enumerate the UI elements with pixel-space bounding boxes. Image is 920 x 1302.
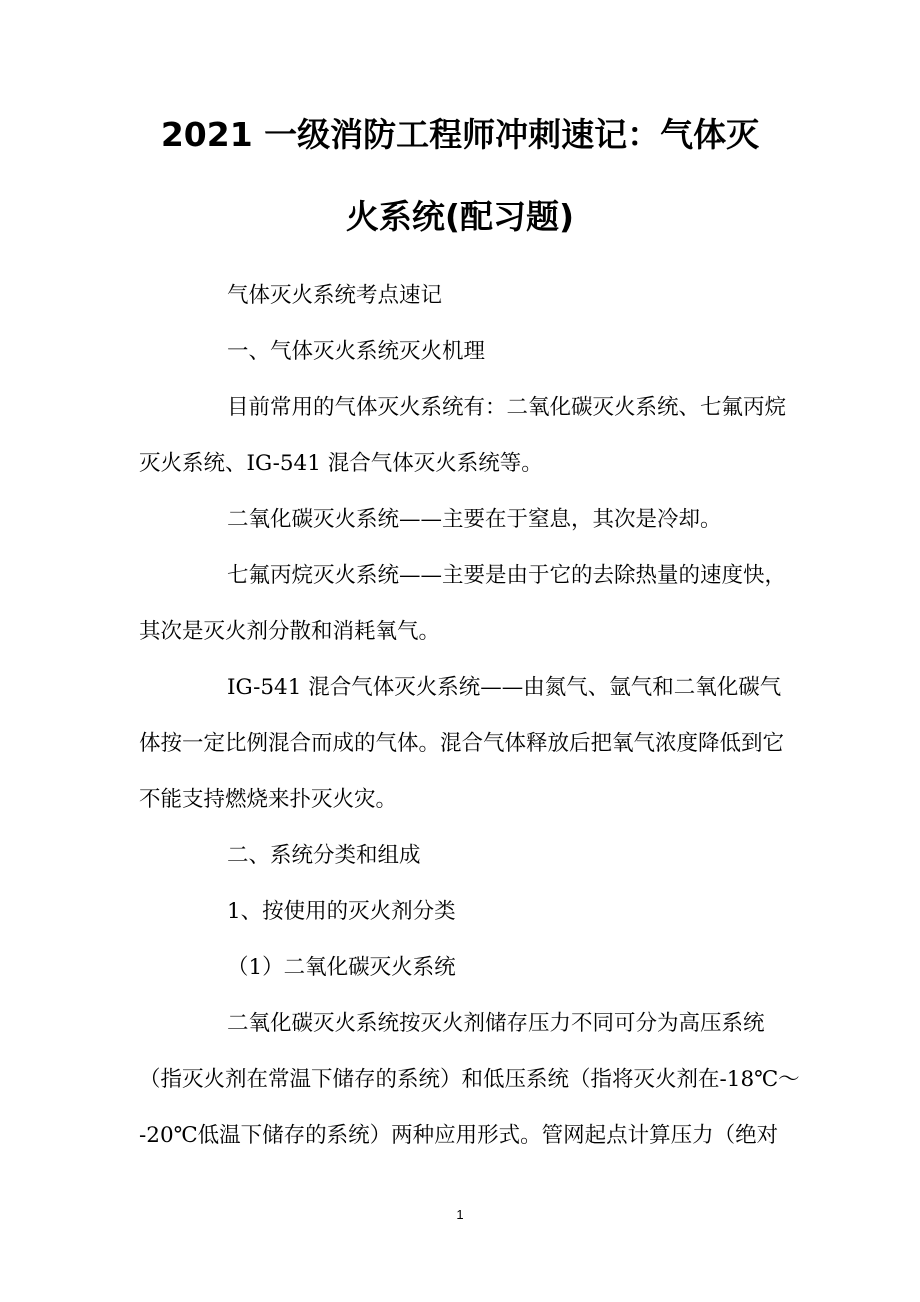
section-heading-1: 一、气体灭火系统灭火机理 <box>227 339 486 364</box>
paragraph-line: IG-541 混合气体灭火系统——由氮气、氩气和二氧化碳气 <box>227 675 782 700</box>
paragraph-line: 其次是灭火剂分散和消耗氧气。 <box>139 619 441 644</box>
subsection-heading: 1、按使用的灭火剂分类 <box>227 899 456 924</box>
document-title-line-1: 2021 一级消防工程师冲刺速记：气体灭 <box>160 115 760 154</box>
paragraph-line: 二氧化碳灭火系统按灭火剂储存压力不同可分为高压系统 <box>227 1011 765 1036</box>
document-title-line-2: 火系统(配习题) <box>345 197 575 236</box>
section-heading: 气体灭火系统考点速记 <box>227 283 443 308</box>
subsection-heading: （1）二氧化碳灭火系统 <box>227 955 456 980</box>
page-number: 1 <box>456 1207 464 1222</box>
paragraph-line: -20℃低温下储存的系统）两种应用形式。管网起点计算压力（绝对 <box>139 1123 779 1148</box>
paragraph-line: 七氟丙烷灭火系统——主要是由于它的去除热量的速度快， <box>227 563 787 588</box>
section-heading-2: 二、系统分类和组成 <box>227 843 421 868</box>
paragraph-line: 灭火系统、IG-541 混合气体灭火系统等。 <box>139 451 543 476</box>
paragraph-line: （指灭火剂在常温下储存的系统）和低压系统（指将灭火剂在-18℃～ <box>139 1067 800 1092</box>
paragraph-line: 不能支持燃烧来扑灭火灾。 <box>139 787 398 812</box>
paragraph-line: 目前常用的气体灭火系统有：二氧化碳灭火系统、七氟丙烷 <box>227 395 787 420</box>
paragraph-line: 体按一定比例混合而成的气体。混合气体释放后把氧气浓度降低到它 <box>139 731 785 756</box>
paragraph-line: 二氧化碳灭火系统——主要在于窒息，其次是冷却。 <box>227 507 722 532</box>
